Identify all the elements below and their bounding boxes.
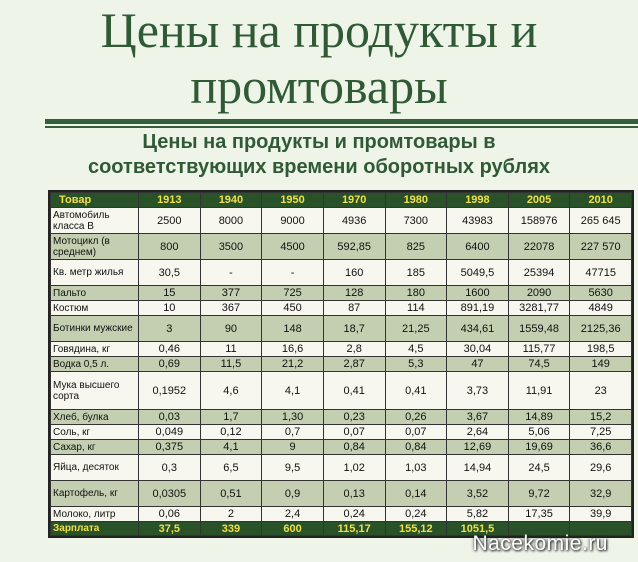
price-cell: 0,84 [323,440,385,455]
price-cell: 0,46 [139,342,201,357]
price-cell: 90 [200,316,262,342]
column-header-year: 1913 [139,193,201,208]
price-cell: 21,25 [385,316,447,342]
price-cell: 39,9 [570,507,632,522]
price-cell: 0,9 [262,481,324,507]
price-cell: 9 [262,440,324,455]
price-cell: 0,03 [139,410,201,425]
table-caption-line-2: соответствующих времени оборотных рублях [87,156,551,178]
price-cell: 2500 [139,208,201,234]
price-cell: 5,3 [385,357,447,372]
table-row [51,342,632,357]
price-cell: 30,5 [139,260,201,286]
price-cell: 2,4 [262,507,324,522]
item-name-cell: Автомобиль класса В [51,208,139,234]
price-cell: 0,14 [385,481,447,507]
price-cell: 3500 [200,234,262,260]
price-cell: 87 [323,301,385,316]
price-cell: 0,049 [139,425,201,440]
slide-title-line-2: промтовары [190,58,448,114]
price-cell: 24,5 [508,455,570,481]
price-cell: 15 [139,286,201,301]
price-cell: 0,0305 [139,481,201,507]
price-cell: 5,82 [447,507,509,522]
price-cell: 180 [385,286,447,301]
price-cell: 450 [262,301,324,316]
table-row [51,260,632,286]
price-cell: 377 [200,286,262,301]
price-cell: 600 [262,522,324,536]
price-cell: 185 [385,260,447,286]
price-cell: 9000 [262,208,324,234]
price-cell: - [262,260,324,286]
item-name-cell: Мотоцикл (в среднем) [51,234,139,260]
price-cell: 1,03 [385,455,447,481]
price-cell: 29,6 [570,455,632,481]
item-name-cell: Пальто [51,286,139,301]
price-cell: 339 [200,522,262,536]
price-cell: 265 645 [570,208,632,234]
item-name-cell: Сахар, кг [51,440,139,455]
table-row [51,208,632,234]
item-name-cell: Костюм [51,301,139,316]
price-cell: 3,67 [447,410,509,425]
column-header-item: Товар [51,193,139,208]
price-cell: 3,73 [447,372,509,410]
price-cell: 14,89 [508,410,570,425]
item-name-cell: Мука высшего сорта [51,372,139,410]
price-cell: 74,5 [508,357,570,372]
price-cell: 0,69 [139,357,201,372]
price-cell: 2,87 [323,357,385,372]
price-cell: 0,41 [385,372,447,410]
table-row [51,455,632,481]
table-caption-line-1: Цены на продукты и промтовары в [142,131,496,153]
price-cell: 0,24 [323,507,385,522]
price-cell: 114 [385,301,447,316]
price-cell: 4,5 [385,342,447,357]
price-cell: 4936 [323,208,385,234]
price-cell: 2 [200,507,262,522]
price-cell: 2125,36 [570,316,632,342]
slide-title [0,2,638,114]
price-cell: 148 [262,316,324,342]
price-cell: 9,5 [262,455,324,481]
price-cell: 1,30 [262,410,324,425]
price-cell: 825 [385,234,447,260]
item-name-cell: Зарплата [51,522,139,536]
price-cell: 0,1952 [139,372,201,410]
table-row [51,410,632,425]
divider-thick [45,119,638,124]
price-cell: 0,375 [139,440,201,455]
price-cell: 2090 [508,286,570,301]
price-cell: 3 [139,316,201,342]
price-cell: 15,2 [570,410,632,425]
price-cell: 0,7 [262,425,324,440]
price-cell: 0,41 [323,372,385,410]
price-cell: 725 [262,286,324,301]
price-cell: 23 [570,372,632,410]
table-row [51,357,632,372]
price-cell: 592,85 [323,234,385,260]
price-cell: 30,04 [447,342,509,357]
price-cell: 198,5 [570,342,632,357]
price-cell: 47 [447,357,509,372]
price-cell: 16,6 [262,342,324,357]
price-cell: 0,13 [323,481,385,507]
column-header-year: 1980 [385,193,447,208]
price-cell: 25394 [508,260,570,286]
price-cell: 2,8 [323,342,385,357]
price-cell: 0,06 [139,507,201,522]
price-cell: 4,1 [262,372,324,410]
price-cell: 3,52 [447,481,509,507]
price-cell: 5049,5 [447,260,509,286]
price-cell: 7300 [385,208,447,234]
column-header-year: 1950 [262,193,324,208]
item-name-cell: Кв. метр жилья [51,260,139,286]
price-cell: 0,51 [200,481,262,507]
price-cell: 7,25 [570,425,632,440]
price-cell: 0,84 [385,440,447,455]
price-cell: 11,5 [200,357,262,372]
table-header-row [51,193,632,208]
item-name-cell: Соль, кг [51,425,139,440]
price-cell: 227 570 [570,234,632,260]
price-cell: 128 [323,286,385,301]
price-cell: 4500 [262,234,324,260]
table-row [51,286,632,301]
price-cell: 5630 [570,286,632,301]
price-cell: 367 [200,301,262,316]
price-cell: 8000 [200,208,262,234]
price-cell: 47715 [570,260,632,286]
price-cell: 1600 [447,286,509,301]
price-cell: 11 [200,342,262,357]
table-row [51,481,632,507]
price-cell: 891,19 [447,301,509,316]
price-cell: 0,12 [200,425,262,440]
price-cell: 10 [139,301,201,316]
price-cell: 4,6 [200,372,262,410]
item-name-cell: Говядина, кг [51,342,139,357]
price-cell: 4,1 [200,440,262,455]
price-cell: 3281,77 [508,301,570,316]
price-cell: 14,94 [447,455,509,481]
price-cell: 1559,48 [508,316,570,342]
item-name-cell: Ботинки мужские [51,316,139,342]
table-body [51,208,632,536]
column-header-year: 2010 [570,193,632,208]
table-row [51,301,632,316]
price-cell: 6400 [447,234,509,260]
price-cell: 43983 [447,208,509,234]
price-cell: 155,12 [385,522,447,536]
column-header-year: 1998 [447,193,509,208]
price-cell: 17,35 [508,507,570,522]
price-cell: 1051,5 [447,522,509,536]
price-cell: 115,77 [508,342,570,357]
item-name-cell: Яйца, десяток [51,455,139,481]
price-cell: 32,9 [570,481,632,507]
price-cell: 0,07 [385,425,447,440]
item-name-cell: Водка 0,5 л. [51,357,139,372]
price-cell: 21,2 [262,357,324,372]
price-cell: 12,69 [447,440,509,455]
table-caption [0,130,638,180]
price-cell: 800 [139,234,201,260]
price-cell: 434,61 [447,316,509,342]
column-header-year: 1940 [200,193,262,208]
price-cell: 0,3 [139,455,201,481]
price-cell: 37,5 [139,522,201,536]
slide-title-line-1: Цены на продукты и [100,2,538,58]
price-cell: 18,7 [323,316,385,342]
price-cell: 149 [570,357,632,372]
price-cell: 0,07 [323,425,385,440]
price-cell: 0,26 [385,410,447,425]
table-row [51,425,632,440]
price-cell: 1,02 [323,455,385,481]
price-cell: 115,17 [323,522,385,536]
price-cell: 6,5 [200,455,262,481]
price-cell: 19,69 [508,440,570,455]
column-header-year: 1970 [323,193,385,208]
item-name-cell: Хлеб, булка [51,410,139,425]
price-cell: 158976 [508,208,570,234]
price-cell: 160 [323,260,385,286]
price-cell: 0,23 [323,410,385,425]
table-row [51,316,632,342]
item-name-cell: Картофель, кг [51,481,139,507]
price-cell: 11,91 [508,372,570,410]
price-cell: 22078 [508,234,570,260]
price-cell: 5,06 [508,425,570,440]
item-name-cell: Молоко, литр [51,507,139,522]
divider-thin [45,126,638,128]
price-cell: 0,24 [385,507,447,522]
table-row [51,507,632,522]
price-cell: - [200,260,262,286]
table-row [51,372,632,410]
site-watermark: Nacekomie.ru [472,532,608,555]
table-row [51,440,632,455]
price-table [48,190,634,538]
price-cell: 9,72 [508,481,570,507]
table-row [51,234,632,260]
price-cell: 2,64 [447,425,509,440]
price-cell: 36,6 [570,440,632,455]
price-cell: 4849 [570,301,632,316]
column-header-year: 2005 [508,193,570,208]
price-cell: 1,7 [200,410,262,425]
